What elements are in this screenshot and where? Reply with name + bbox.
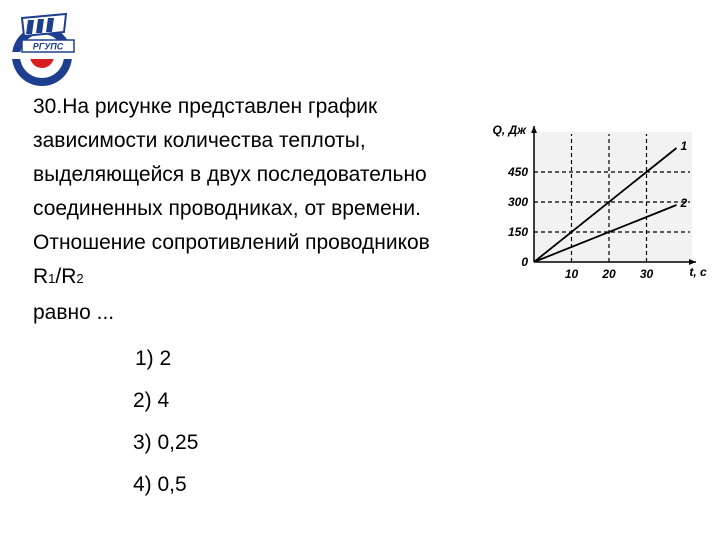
logo-text: РГУПС bbox=[32, 41, 64, 52]
answer-option-4[interactable]: 4) 0,5 bbox=[133, 473, 187, 496]
answer-option-3[interactable]: 3) 0,25 bbox=[133, 431, 199, 454]
x-tick-label-0: 10 bbox=[564, 267, 579, 281]
x-tick-label-1: 20 bbox=[602, 267, 616, 281]
subscript-2: 2 bbox=[76, 271, 84, 286]
y-axis-arrow bbox=[531, 126, 537, 133]
question-ending: равно ... bbox=[33, 301, 115, 324]
rgups-logo bbox=[4, 4, 82, 92]
question-body: 30.На рисунке представлен график зависимости количества теплоты, выделяющейся в двух последовательно соединенных проводниках, от времени. Отношение сопротивлений проводников R bbox=[33, 95, 430, 288]
answer-option-2[interactable]: 2) 4 bbox=[133, 389, 170, 412]
subscript-1: 1 bbox=[48, 271, 56, 286]
heat-time-graph bbox=[470, 123, 707, 290]
y-axis-label: Q, Дж bbox=[492, 123, 526, 137]
y-tick-label-0: 0 bbox=[521, 255, 528, 269]
y-tick-label-1: 150 bbox=[507, 225, 528, 239]
y-tick-label-2: 300 bbox=[507, 195, 528, 209]
series-label-2: 2 bbox=[680, 196, 688, 210]
x-tick-label-2: 30 bbox=[639, 267, 654, 281]
y-tick-label-3: 450 bbox=[507, 165, 528, 179]
x-axis-label: t, c bbox=[689, 265, 707, 279]
question-text bbox=[33, 90, 478, 330]
answer-option-1[interactable]: 1) 2 bbox=[135, 347, 172, 370]
ratio-slash: /R bbox=[55, 265, 77, 288]
answer-list bbox=[133, 344, 198, 512]
series-label-1: 1 bbox=[680, 139, 688, 153]
